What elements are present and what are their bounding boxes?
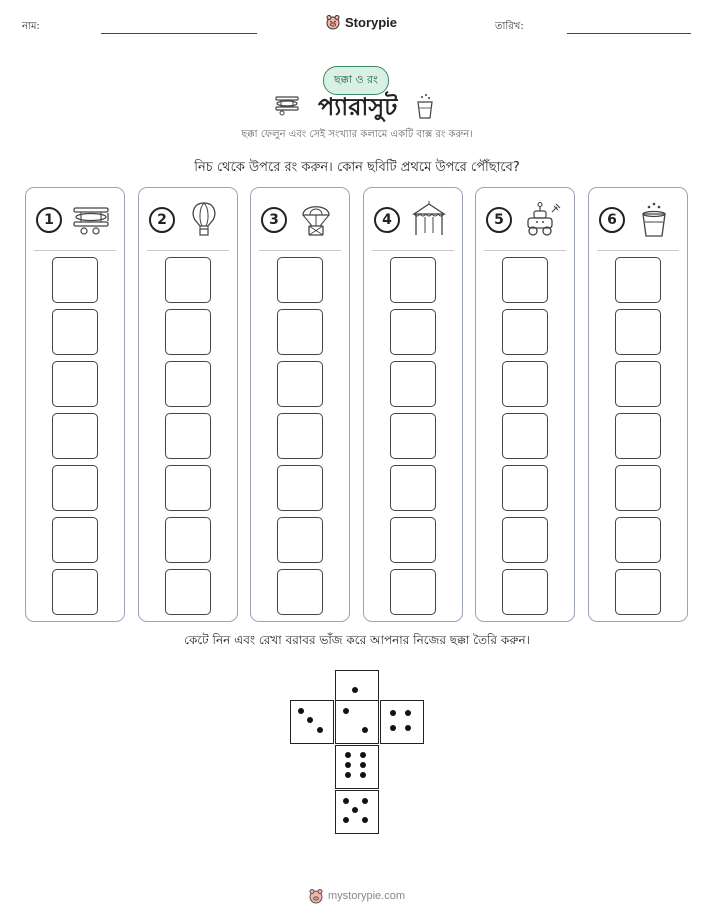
date-label: তারিখ:	[495, 21, 524, 32]
pip	[352, 807, 358, 813]
pip	[345, 752, 351, 758]
brand-name: Storypie	[345, 14, 398, 30]
dice-face-5	[335, 790, 379, 834]
column-4	[363, 187, 463, 622]
column-number: 1	[36, 207, 62, 233]
dice-net	[290, 670, 424, 836]
color-box[interactable]	[52, 309, 98, 355]
pip	[360, 772, 366, 778]
pip	[362, 727, 368, 733]
column-3	[250, 187, 350, 622]
tent-icon	[408, 200, 450, 238]
pip	[352, 687, 358, 693]
column-header	[26, 188, 124, 250]
pip	[360, 762, 366, 768]
color-box[interactable]	[165, 361, 211, 407]
column-6	[588, 187, 688, 622]
column-header	[139, 188, 237, 250]
color-box[interactable]	[165, 465, 211, 511]
color-box[interactable]	[277, 257, 323, 303]
pip	[405, 710, 411, 716]
dice-face-4	[380, 700, 424, 744]
pip	[343, 798, 349, 804]
color-box[interactable]	[502, 413, 548, 459]
color-box[interactable]	[277, 309, 323, 355]
pip	[360, 752, 366, 758]
color-box[interactable]	[52, 517, 98, 563]
color-box[interactable]	[165, 413, 211, 459]
dice-face-2	[335, 700, 379, 744]
water-bucket-icon	[414, 92, 436, 120]
pip	[343, 708, 349, 714]
column-header	[251, 188, 349, 250]
pip	[345, 772, 351, 778]
dice-face-3	[290, 700, 334, 744]
pip	[317, 727, 323, 733]
column-divider	[597, 250, 679, 251]
color-box[interactable]	[390, 517, 436, 563]
column-number: 5	[486, 207, 512, 233]
pip	[307, 717, 313, 723]
color-box[interactable]	[502, 257, 548, 303]
column-header	[476, 188, 574, 250]
color-box[interactable]	[52, 465, 98, 511]
color-box[interactable]	[277, 361, 323, 407]
column-number: 3	[261, 207, 287, 233]
column-divider	[484, 250, 566, 251]
water-bucket-icon	[633, 200, 675, 238]
game-badge: ছক্কা ও রং	[323, 66, 389, 95]
color-box[interactable]	[52, 361, 98, 407]
pip	[405, 725, 411, 731]
column-number: 2	[149, 207, 175, 233]
color-box[interactable]	[390, 569, 436, 615]
pig-mascot-icon	[325, 14, 341, 30]
pip	[362, 817, 368, 823]
date-line[interactable]	[567, 33, 691, 34]
color-box[interactable]	[615, 569, 661, 615]
color-box[interactable]	[502, 517, 548, 563]
color-box[interactable]	[52, 413, 98, 459]
column-header	[589, 188, 687, 250]
column-number: 6	[599, 207, 625, 233]
column-5	[475, 187, 575, 622]
pip	[345, 762, 351, 768]
pig-mascot-icon	[308, 888, 324, 904]
color-box[interactable]	[277, 569, 323, 615]
color-box[interactable]	[615, 413, 661, 459]
pip	[362, 798, 368, 804]
footer	[308, 888, 405, 904]
column-header	[364, 188, 462, 250]
biplane-icon	[272, 94, 302, 116]
parachute-icon	[295, 200, 337, 238]
name-line[interactable]	[101, 33, 257, 34]
pip	[390, 710, 396, 716]
color-box[interactable]	[502, 569, 548, 615]
color-box[interactable]	[390, 361, 436, 407]
color-box[interactable]	[52, 569, 98, 615]
color-box[interactable]	[390, 413, 436, 459]
color-box[interactable]	[615, 465, 661, 511]
footer-site[interactable]: mystorypie.com	[328, 890, 406, 902]
color-box[interactable]	[615, 517, 661, 563]
color-box[interactable]	[502, 465, 548, 511]
robot-car-icon	[520, 200, 562, 238]
page-title: প্যারাসুট	[318, 93, 398, 121]
color-box[interactable]	[165, 517, 211, 563]
cut-instruction: কেটে নিন এবং রেখা বরাবর ভাঁজ করে আপনার নিজের ছক্কা তৈরি করুন।	[184, 633, 530, 647]
color-box[interactable]	[615, 309, 661, 355]
color-box[interactable]	[615, 257, 661, 303]
biplane-icon	[70, 200, 112, 238]
color-box[interactable]	[390, 465, 436, 511]
column-divider	[147, 250, 229, 251]
column-2	[138, 187, 238, 622]
color-box[interactable]	[502, 361, 548, 407]
column-divider	[372, 250, 454, 251]
color-box[interactable]	[165, 569, 211, 615]
color-box[interactable]	[277, 465, 323, 511]
color-box[interactable]	[277, 413, 323, 459]
subtitle: ছক্কা ফেলুন এবং সেই সংখ্যার কলামে একটি বাক্স রং করুন।	[241, 129, 473, 140]
name-label: নাম:	[22, 21, 40, 32]
column-divider	[34, 250, 116, 251]
color-box[interactable]	[165, 257, 211, 303]
column-number: 4	[374, 207, 400, 233]
instruction: নিচ থেকে উপরে রং করুন। কোন ছবিটি প্রথমে উপরে পৌঁছাবে?	[194, 160, 520, 175]
color-box[interactable]	[390, 309, 436, 355]
dice-face-6	[335, 745, 379, 789]
brand-logo	[325, 14, 397, 30]
color-box[interactable]	[502, 309, 548, 355]
color-box[interactable]	[390, 257, 436, 303]
color-box[interactable]	[277, 517, 323, 563]
color-box[interactable]	[615, 361, 661, 407]
pip	[298, 708, 304, 714]
pip	[390, 725, 396, 731]
column-1	[25, 187, 125, 622]
pip	[343, 817, 349, 823]
hot-air-balloon-icon	[183, 200, 225, 238]
color-box[interactable]	[52, 257, 98, 303]
column-divider	[259, 250, 341, 251]
color-box[interactable]	[165, 309, 211, 355]
